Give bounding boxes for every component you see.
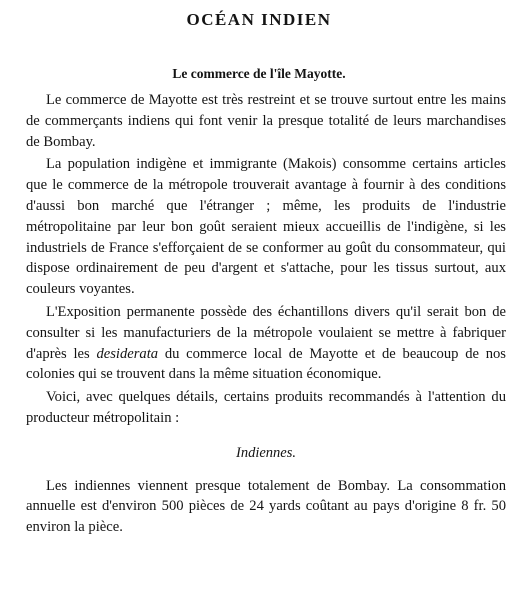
paragraph-indiennes: Les indiennes viennent presque totalement de Bombay. La consommation annuelle est d'environ 500 pièces de 24 yards coûtant au pays d'origine 8 fr. 50 environ la pièce. — [26, 477, 506, 536]
paragraph-4: Voici, avec quelques détails, certains produits recommandés à l'attention du producteur métropolitain : — [26, 389, 506, 426]
paragraph-1: Le commerce de Mayotte est très restreint et se trouve surtout entre les mains de commerçants indiens qui font venir la presque totalité de leurs marchandises de Bombay. — [26, 92, 506, 150]
section-title: Le commerce de l'île Mayotte. — [172, 66, 346, 81]
paragraph-3-text-end: du commerce local de Mayotte et de beaucoup de nos colonies qui se trouvent dans la même situation économique. — [26, 345, 506, 383]
subsection-title: Indiennes. — [236, 444, 296, 461]
paragraph-3 — [26, 302, 506, 385]
paragraph-3-text-start: L'Exposition permanente possède des échantillons divers qu'il serait bon de consulter si les manufacturiers de la métropole voulaient se mettre à fabriquer d'après les — [26, 303, 506, 362]
running-header: OCÉAN INDIEN — [186, 10, 332, 29]
body-text — [26, 90, 506, 540]
paragraph-2: La population indigène et immigrante (Makois) consomme certains articles que le commerce de la métropole trouverait avantage à fournir à des conditions d'aussi bon marché que l'étranger ; même, les produits de l'industrie métropolitaine par leur bon goût seraient mieux accueillis de l'indigène, si les industriels de France s'efforçaient de se conformer au goût du consommateur, qui dispose ordinairement de peu d'argent et s'attache, pour les tissus surtout, aux couleurs voyantes. — [26, 156, 506, 298]
paragraph-3-italic-term: desiderata — [96, 345, 159, 362]
